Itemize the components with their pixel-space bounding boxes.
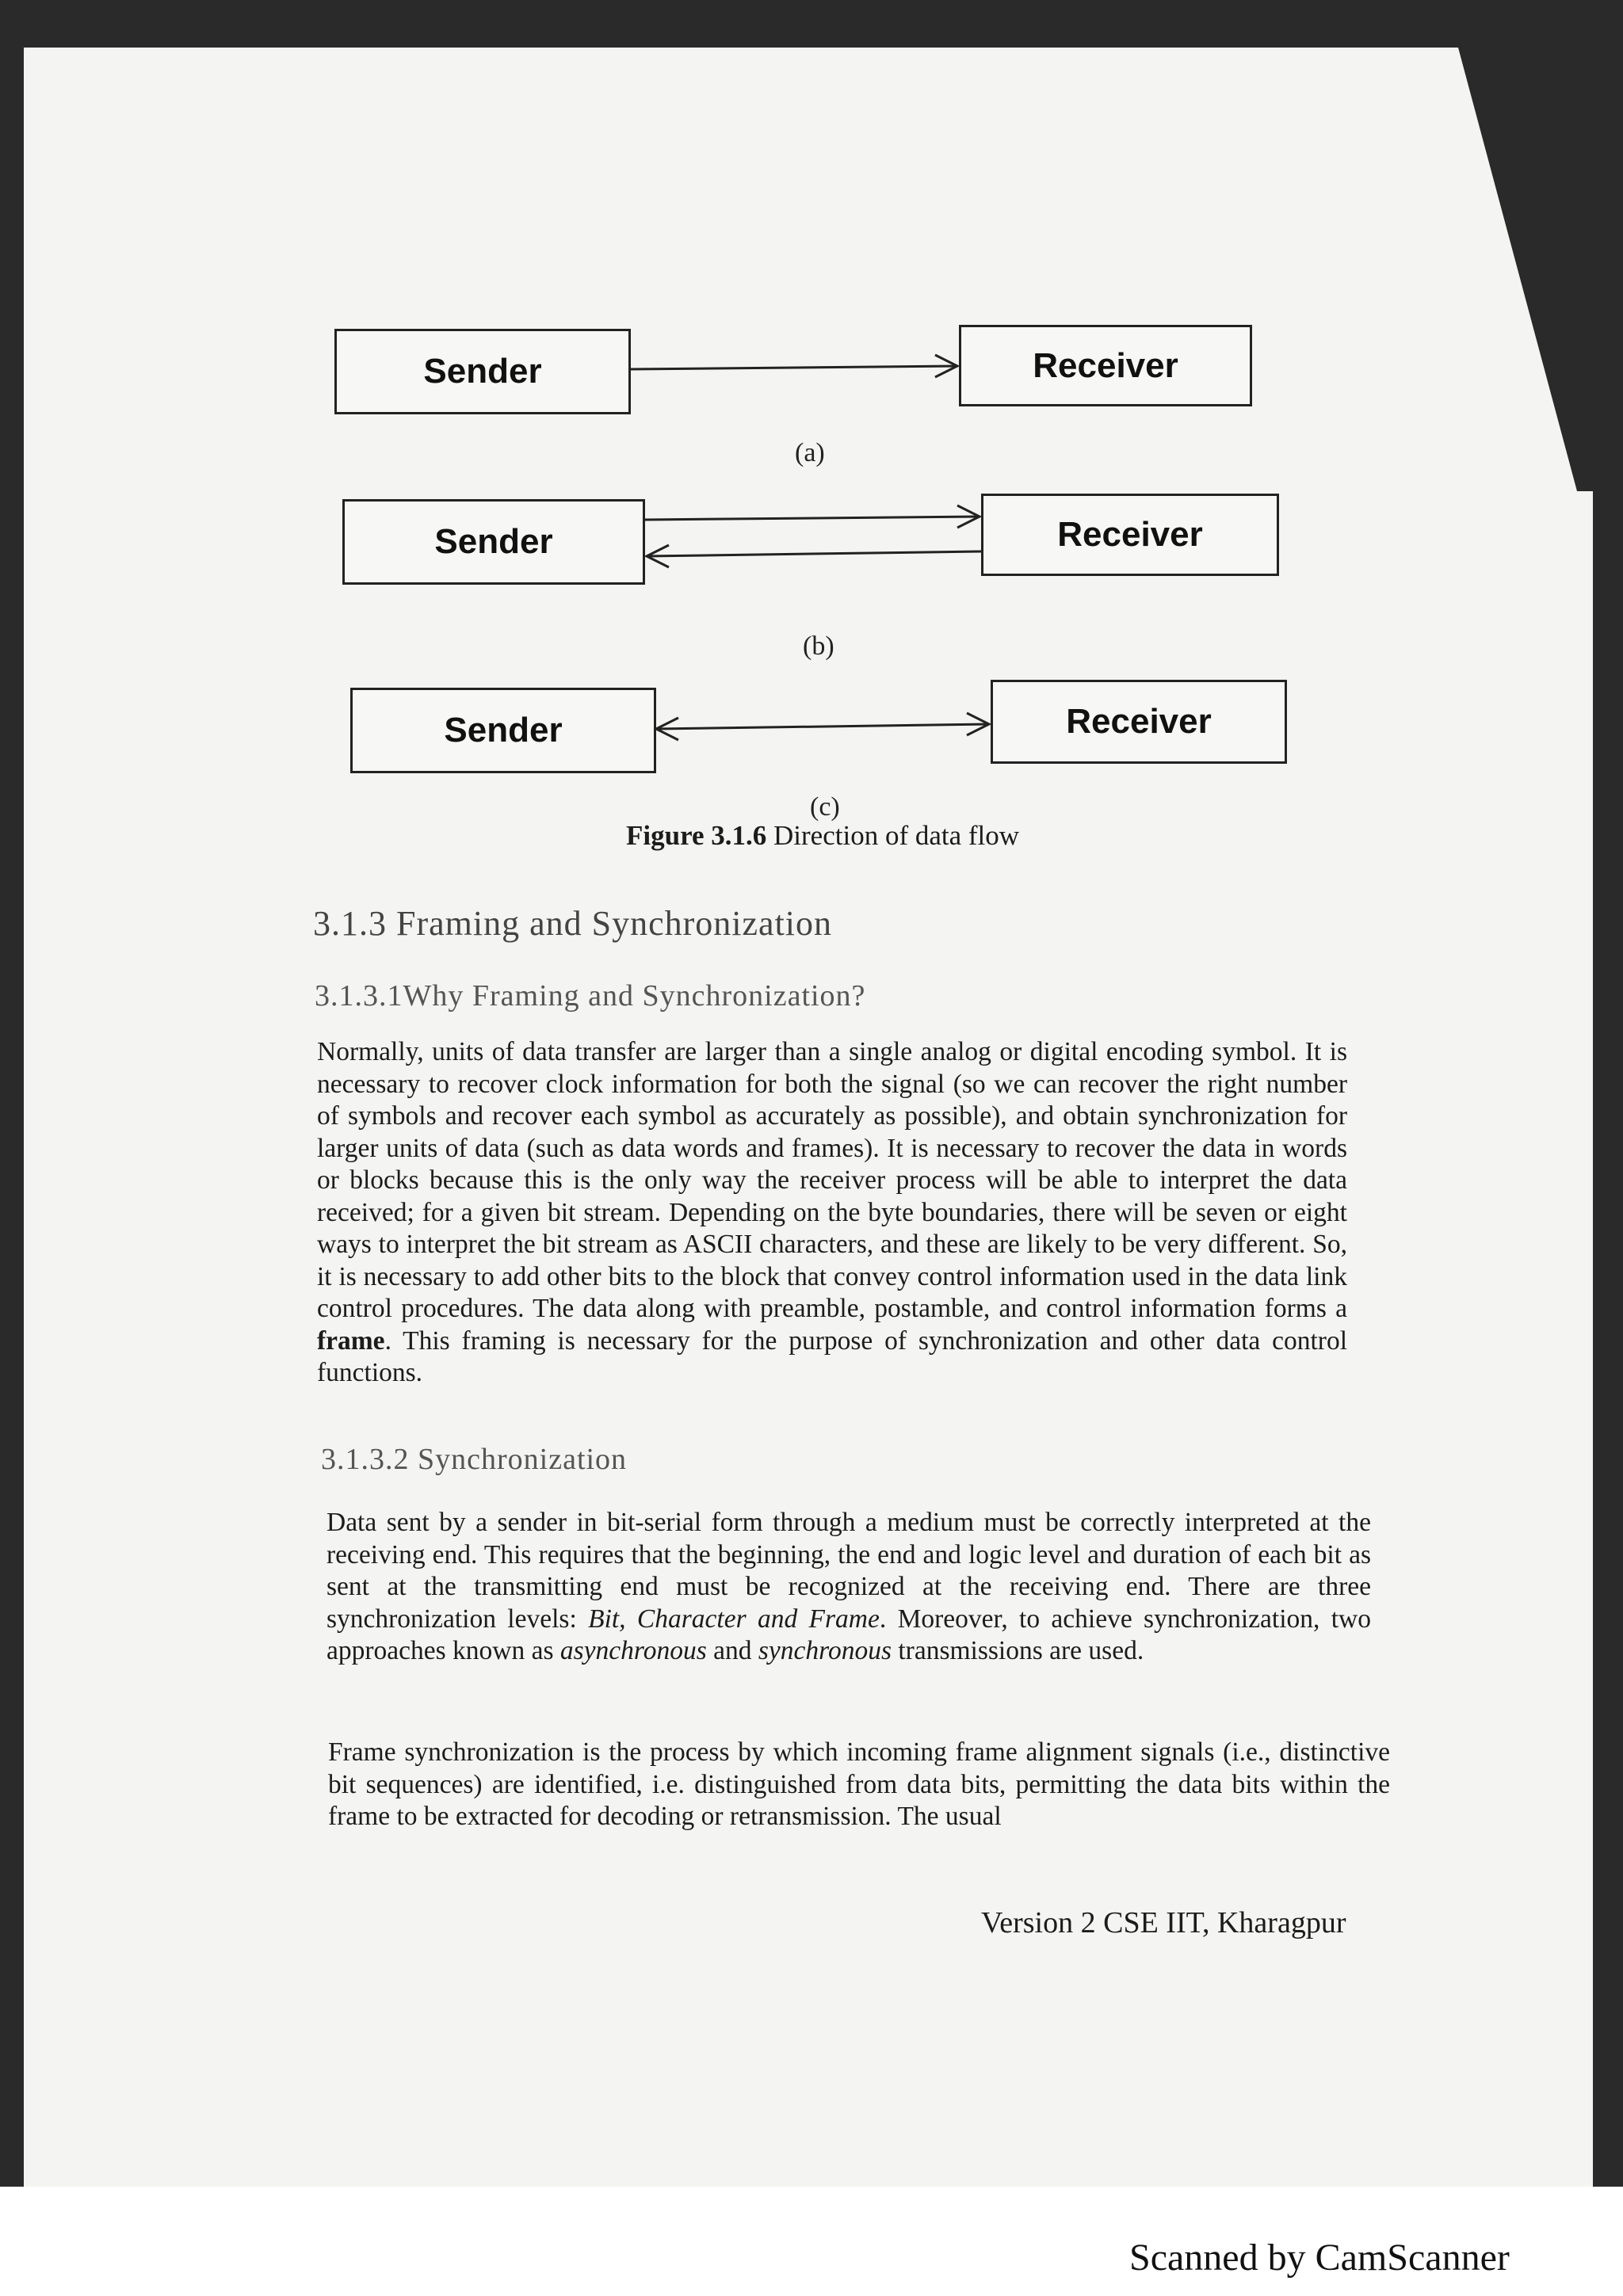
paragraph-sync-async: asynchronous [559, 1636, 707, 1665]
sender-label-c: Sender [444, 711, 563, 749]
diagram-label-b: (b) [803, 631, 834, 661]
receiver-label-a: Receiver [1033, 345, 1178, 385]
paragraph-framing-bold: frame [317, 1325, 385, 1356]
arrow-c-line [656, 724, 989, 729]
arrow-a-forward [631, 366, 957, 369]
paragraph-framing-end: . This framing is necessary for the purpose of synchronization and other data control functions. [317, 1325, 1347, 1387]
paragraph-frame-sync-text: Frame synchronization is the process by which incoming frame alignment signals (i.e., distinctive bit sequences) are identified, i.e. distinguished from data bits, permitting the data bits within the frame to be extracted for decoding or retransmission. The usual [328, 1737, 1390, 1831]
paragraph-sync-sync: synchronous [758, 1636, 892, 1665]
paragraph-sync-b: . Moreover, to achieve synchronization, two approaches known as [327, 1604, 1371, 1665]
receiver-label-b: Receiver [1057, 515, 1203, 554]
arrow-b-back [647, 551, 981, 556]
page-footer: Version 2 CSE IIT, Kharagpur [981, 1906, 1346, 1939]
figure-caption-number: Figure 3.1.6 [626, 820, 767, 851]
sender-label-a: Sender [423, 352, 542, 391]
diagram-label-c: (c) [810, 792, 840, 822]
section-heading: 3.1.3 Framing and Synchronization [313, 904, 833, 943]
subsection-heading-1: 3.1.3.1Why Framing and Synchronization? [315, 979, 866, 1013]
paragraph-sync-c: and [706, 1636, 758, 1665]
camscanner-watermark: Scanned by CamScanner [1129, 2237, 1510, 2279]
paragraph-sync-a: Data sent by a sender in bit-serial form through a medium must be correctly interpreted at the receiving end. This requires that the beginning, the end and logic level and duration of each bit as sent at the transmitting end must be recognized at the receiving end. There are three synchronization levels: [327, 1508, 1371, 1634]
paragraph-sync-d: transmissions are used. [892, 1636, 1144, 1665]
figure-caption-text: Direction of data flow [766, 820, 1020, 851]
figure-caption [626, 820, 1019, 852]
arrow-b-forward [645, 517, 980, 520]
paragraph-framing-text: Normally, units of data transfer are larger than a single analog or digital encoding symbol. It is necessary to recover clock information for both the signal (so we can recover the right number of symbols and recover each symbol as accurately as possible), and obtain synchronization for larger units of data (such as data words and frames). It is necessary to recover the data in words or blocks because this is the only way the receiver process will be able to interpret the data received; for a given bit stream. Depending on the byte boundaries, there will be seven or eight ways to interpret the bit stream as ASCII characters, and these are likely to be very different. So, it is necessary to add other bits to the block that convey control information used in the data link control procedures. The data along with preamble, postamble, and control information forms a [317, 1037, 1347, 1323]
receiver-label-c: Receiver [1066, 702, 1212, 741]
paragraph-sync-levels: Bit, Character and Frame [588, 1604, 880, 1634]
flow-arrows [0, 0, 1623, 871]
sender-label-b: Sender [434, 522, 553, 561]
paragraph-framing [317, 1036, 1347, 1390]
diagram-label-a: (a) [795, 438, 825, 467]
paragraph-synchronization [327, 1507, 1371, 1668]
subsection-heading-2: 3.1.3.2 Synchronization [321, 1443, 628, 1476]
paragraph-frame-sync [328, 1737, 1390, 1833]
